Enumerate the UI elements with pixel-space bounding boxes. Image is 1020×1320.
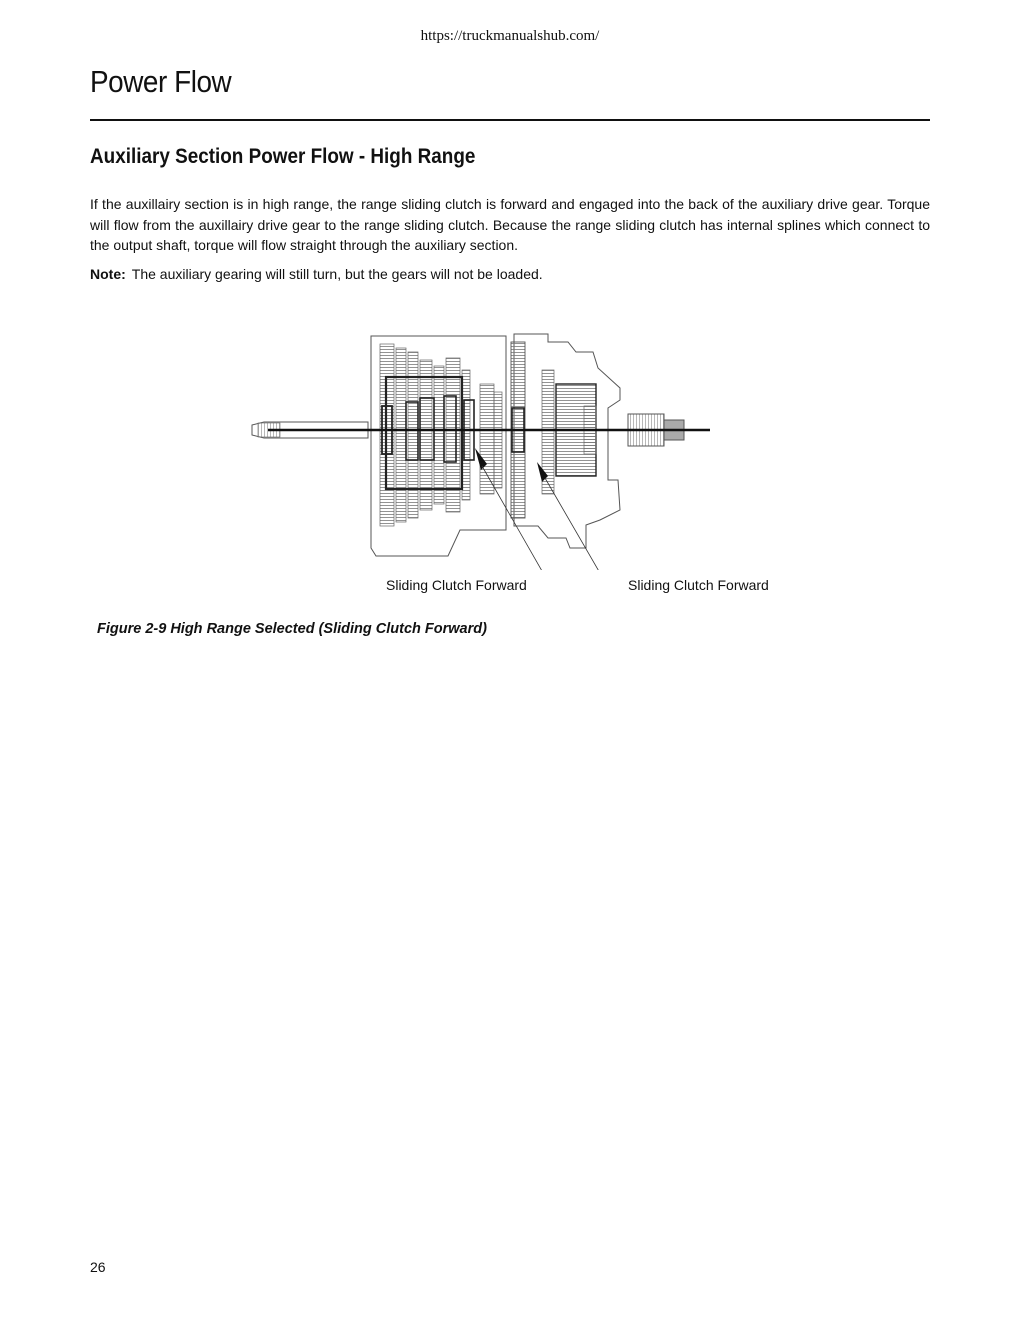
title-divider (90, 119, 930, 121)
note-text: The auxiliary gearing will still turn, but the gears will not be loaded. (131, 266, 543, 282)
note (90, 266, 543, 282)
page-number: 26 (90, 1259, 106, 1275)
callout-sliding-clutch-2: Sliding Clutch Forward (628, 577, 769, 593)
section-title: Power Flow (90, 64, 232, 99)
body-paragraph: If the auxillairy section is in high range, the range sliding clutch is forward and engaged into the back of the auxiliary drive gear. Torque will flow from the auxillairy drive gear to the range sliding clutch. Because the range sliding clutch has internal splines which connect to the output shaft, torque will flow straight through the auxiliary section. (90, 196, 930, 253)
page-heading: Auxiliary Section Power Flow - High Range (90, 145, 476, 168)
source-url: https://truckmanualshub.com/ (420, 28, 600, 44)
note-label: Note: (90, 266, 126, 282)
figure-caption: Figure 2-9 High Range Selected (Sliding Clutch Forward) (97, 621, 487, 637)
transmission-diagram (248, 330, 718, 570)
callout-sliding-clutch-1: Sliding Clutch Forward (386, 577, 527, 593)
